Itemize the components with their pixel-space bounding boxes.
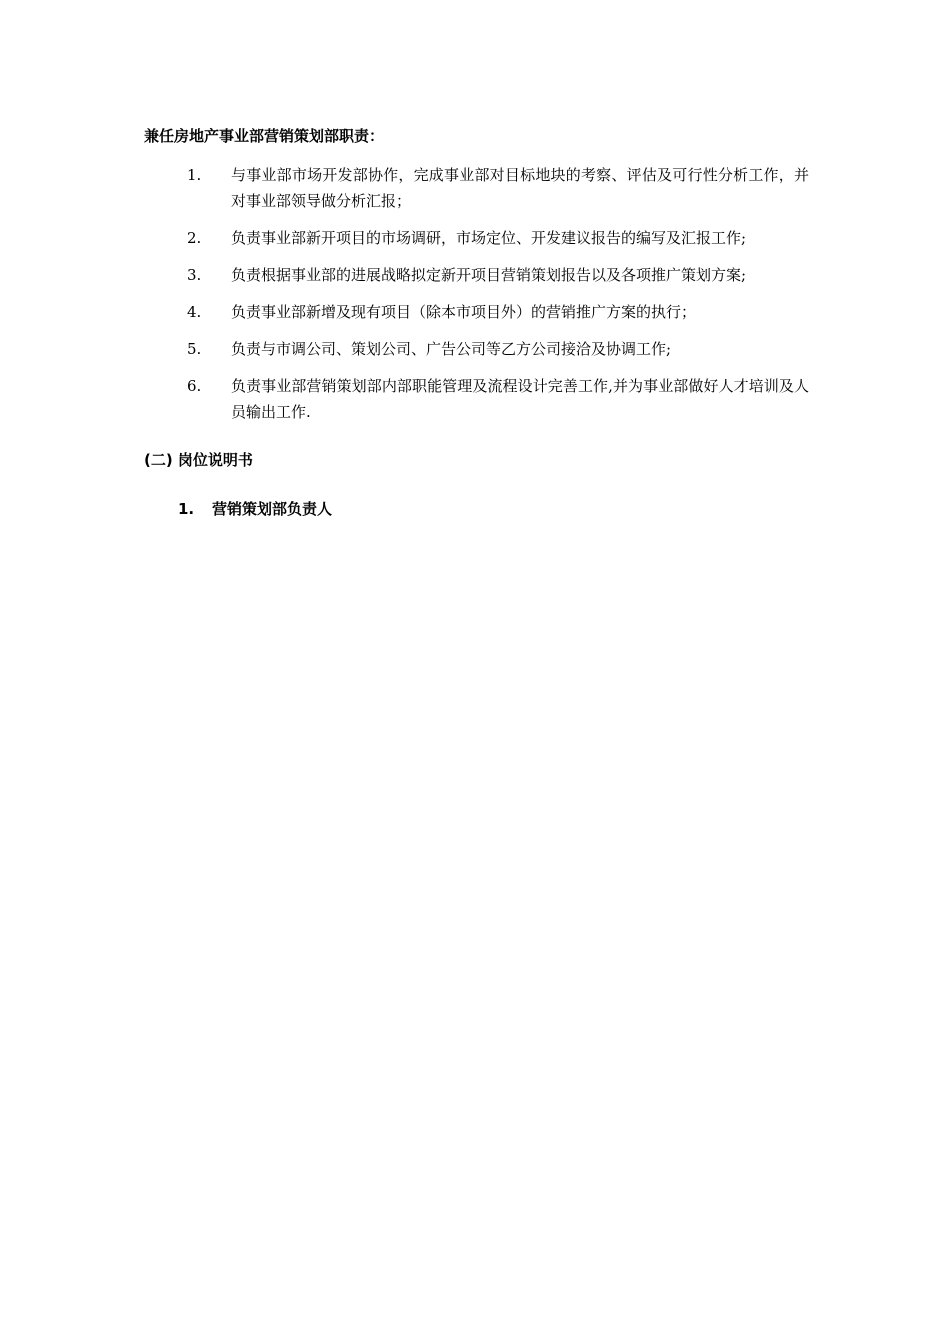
sub-heading-text: 营销策划部负责人 [212,500,333,518]
list-item-number: 5. [187,340,202,358]
list-item-text: 负责根据事业部的进展战略拟定新开项目营销策划报告以及各项推广策划方案; [231,266,747,284]
list-item-text: 负责事业部营销策划部内部职能管理及流程设计完善工作,并为事业部做好人才培训及人员输出工作. [231,377,809,421]
list-item-text: 负责与市调公司、策划公司、广告公司等乙方公司接洽及协调工作; [231,340,672,358]
list-item-number: 6. [187,377,202,395]
duties-heading: 兼任房地产事业部营销策划部职责： [144,127,385,145]
list-item-text: 与事业部市场开发部协作，完成事业部对目标地块的考察、评估及可行性分析工作，并对事业部领导做分析汇报； [231,166,809,210]
list-item [0,225,950,251]
list-item [0,336,950,362]
list-item-number: 1. [187,166,202,184]
list-item-text: 负责事业部新增及现有项目（除本市项目外）的营销推广方案的执行； [231,303,697,321]
list-item-text: 负责事业部新开项目的市场调研，市场定位、开发建议报告的编写及汇报工作; [231,229,747,247]
list-item [0,299,950,325]
list-item [0,262,950,288]
list-item [0,373,950,425]
list-item-number: 3. [187,266,202,284]
list-item-number: 2. [187,229,202,247]
list-item [0,162,950,214]
sub-heading [178,499,332,519]
duties-list [0,162,950,436]
section-title: (二) 岗位说明书 [144,451,253,469]
sub-heading-number: 1. [178,500,195,518]
list-item-number: 4. [187,303,202,321]
